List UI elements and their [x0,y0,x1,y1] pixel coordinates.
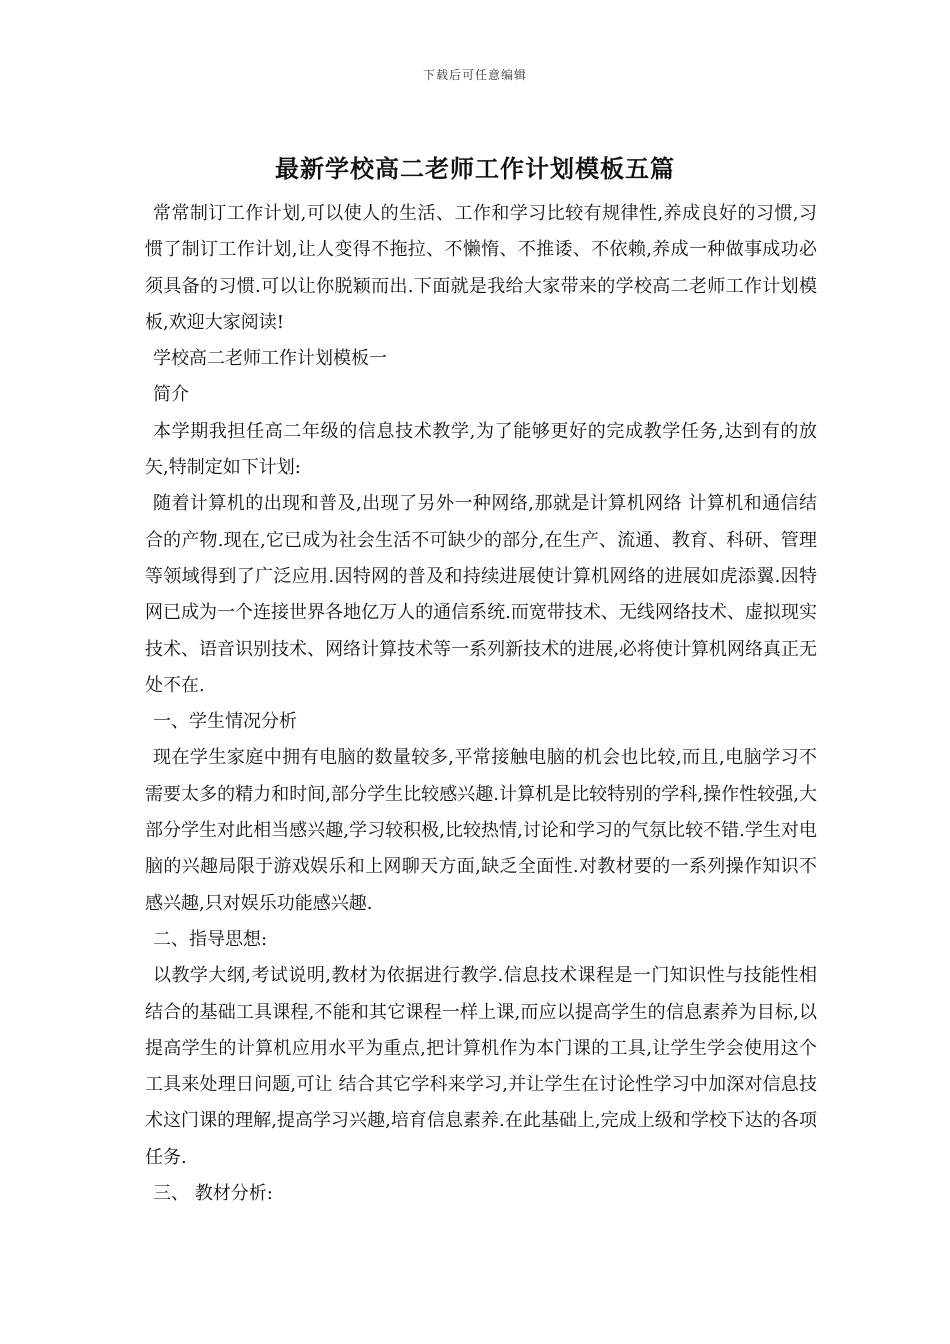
page-header-note: 下载后可任意编辑 [422,68,527,82]
network-paragraph: 随着计算机的出现和普及,出现了另外一种网络,那就是计算机网络 计算机和通信结合的产物.现在,它已成为社会生活不可缺少的部分,在生产、流通、教育、科研、管理等领域得到了广泛应用.因特网的普及和持续进展使计算机网络的进展如虎添翼.因特网已成为一个连接世界各地亿万人的通信系统.而宽带技术、无线网络技术、虚拟现实技术、语音识别技术、网络计算技术等一系列新技术的进展,必将使计算机网络真正无处不在. [145,493,817,696]
document-body [145,196,817,1212]
document-title: 最新学校高二老师工作计划模板五篇 [275,154,675,183]
section-heading-template-one: 学校高二老师工作计划模板一 [153,348,387,370]
student-analysis-paragraph: 现在学生家庭中拥有电脑的数量较多,平常接触电脑的机会也比较,而且,电脑学习不需要太多的精力和时间,部分学生比较感兴趣.计算机是比较特别的学科,操作性较强,大部分学生对此相当感兴趣,学习较积极,比较热情,讨论和学习的气氛比较不错.学生对电脑的兴趣局限于游戏娱乐和上网聊天方面,缺乏全面性.对教材要的一系列操作知识不感兴趣,只对娱乐功能感兴趣. [145,747,817,914]
section-heading-textbook-analysis: 三、 教材分析: [153,1183,273,1205]
section-heading-intro: 简介 [153,384,189,406]
intro-paragraph: 常常制订工作计划,可以使人的生活、工作和学习比较有规律性,养成良好的习惯,习惯了制订工作计划,让人变得不拖拉、不懒惰、不推诿、不依赖,养成一种做事成功必须具备的习惯.可以让你脱颖而出.下面就是我给大家带来的学校高二老师工作计划模板,欢迎大家阅读! [145,203,817,333]
intro-body-paragraph: 本学期我担任高二年级的信息技术教学,为了能够更好的完成教学任务,达到有的放矢,特制定如下计划: [145,420,817,479]
section-heading-guiding-idea: 二、指导思想: [153,928,268,950]
section-heading-student-analysis: 一、学生情况分析 [153,711,297,733]
guiding-idea-paragraph: 以教学大纲,考试说明,教材为依据进行教学.信息技术课程是一门知识性与技能性相结合的基础工具课程,不能和其它课程一样上课,而应以提高学生的信息素养为目标,以提高学生的计算机应用水平为重点,把计算机作为本门课的工具,让学生学会使用这个工具来处理日问题,可让 结合其它学科来学习,并让学生在讨论性学习中加深对信息技术这门课的理解,提高学习兴趣,培育信息素养.在此基础上,完成上级和学校下达的各项任务. [145,965,817,1168]
